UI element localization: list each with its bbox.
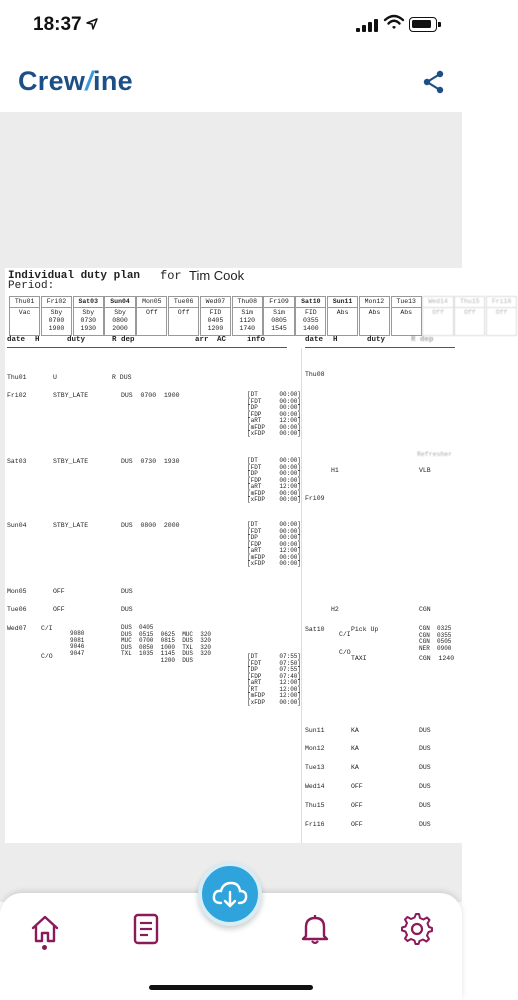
nav-home-button[interactable]	[25, 909, 65, 949]
day-value: Off	[463, 309, 476, 316]
day-summary-cell	[454, 296, 485, 336]
day-summary-cell	[295, 296, 326, 336]
day-summary-cell	[41, 296, 72, 336]
nav-notifications-button[interactable]	[295, 909, 335, 949]
flight-legs: DUS 0405 DUS 0515 0625 MUC 320 MUC 0700 0815 DUS 320 DUS 0850 1000 TXL 320 TXL 1035 1145 DUS 320 1200 DUS	[121, 624, 212, 664]
row-duty: KA	[351, 745, 359, 752]
checkin-label: C/I	[339, 631, 351, 638]
header-duty: duty	[67, 336, 86, 344]
row-dep: CGN	[419, 606, 431, 613]
row-duty: KA	[351, 764, 359, 771]
row-dep: DUS 0800 2000	[121, 522, 180, 529]
day-value: Sby 0700 1900	[48, 309, 65, 332]
row-dep: DUS	[419, 764, 431, 771]
day-value: Abs	[368, 309, 381, 316]
row-duty: OFF	[351, 802, 363, 809]
day-summary-cell	[422, 296, 453, 336]
header-info: info	[247, 336, 266, 344]
header-date-right: date	[305, 336, 324, 344]
row-info: [DT 00:00] [FDT 00:00] [DP 00:00] [FDP 00:00] [aRT 12:00] [mFDP 00:00] [xFDP 00:00]	[247, 457, 302, 503]
day-value: Abs	[400, 309, 413, 316]
nav-settings-button[interactable]	[397, 909, 437, 949]
day-name: Thu15	[455, 297, 484, 308]
day-value: Off	[495, 309, 508, 316]
day-value: Off	[145, 309, 158, 316]
day-name: Thu08	[233, 297, 262, 308]
header-divider-left	[7, 347, 287, 348]
day-summary-cell	[9, 296, 40, 336]
row-date: Thu01	[7, 374, 27, 381]
row-dep: DUS 0700 1900	[121, 392, 180, 399]
day-summary-cell	[391, 296, 422, 336]
day-value: Sby 0800 2000	[112, 309, 128, 332]
day-name: Thu01	[10, 297, 39, 308]
duty-plan-document[interactable]	[5, 268, 512, 843]
nav-documents-button[interactable]	[126, 909, 166, 949]
status-bar	[0, 0, 462, 52]
day-summary-cell	[168, 296, 199, 336]
header-date: date	[7, 336, 26, 344]
row-duty: U	[53, 374, 57, 381]
row-info: [DT 00:00] [FDT 00:00] [DP 00:00] [FDP 00:00] [aRT 12:00] [mFDP 00:00] [xFDP 00:00]	[247, 521, 302, 567]
header-rdep: R dep	[112, 336, 135, 344]
row-dep: DUS	[419, 745, 431, 752]
row-date: Thu08	[305, 371, 325, 378]
row-duty: OFF	[351, 783, 363, 790]
day-name: Tue13	[392, 297, 421, 308]
home-indicator	[149, 985, 313, 990]
day-summary-cell	[486, 296, 517, 336]
row-info: [DT 07:55] [FDT 07:50] [DP 07:55] [FDP 07:40] [aRT 12:00] [RT 12:00] [mFDP 12:00] [xFDP 00:00]	[247, 653, 302, 706]
day-value: Abs	[336, 309, 349, 316]
pickup-label: Pick Up	[351, 626, 379, 633]
checkin-label: C/I	[41, 625, 53, 632]
row-date: Sat10	[305, 626, 325, 633]
row-dep: DUS	[121, 588, 133, 595]
download-button[interactable]	[198, 862, 262, 926]
row-duty: STBY_LATE	[53, 458, 89, 465]
row-date: Sat03	[7, 458, 27, 465]
day-name: Fri16	[487, 297, 516, 308]
day-value: Off	[432, 309, 444, 316]
row-h: H2	[331, 606, 339, 613]
row-date: Sun11	[305, 727, 325, 734]
row-date: Thu15	[305, 802, 325, 809]
bell-icon	[300, 913, 330, 945]
status-time: 18:37	[33, 14, 82, 35]
row-duty: OFF	[351, 821, 363, 828]
header-duty-right: duty	[367, 336, 386, 344]
row-duty: STBY_LATE	[53, 392, 89, 399]
day-name: Mon12	[360, 297, 389, 308]
checkout-label: C/O	[339, 649, 351, 656]
day-name: Fri02	[42, 297, 71, 308]
row-date: Tue06	[7, 606, 27, 613]
checkout-label: C/O	[41, 653, 53, 660]
row-date: Sun04	[7, 522, 27, 529]
day-value: FID 0355 1400	[303, 309, 319, 332]
row-h: H1	[331, 467, 339, 474]
battery-icon	[409, 17, 437, 32]
day-summary-cell	[327, 296, 358, 336]
header-ac: AC	[217, 336, 227, 344]
row-dep: DUS	[419, 727, 431, 734]
document-title: Individual duty plan	[8, 270, 141, 282]
row-date: Fri16	[305, 821, 325, 828]
flight-numbers: 9080 9081 9046 9047	[70, 630, 85, 657]
row-dep: DUS	[121, 606, 133, 613]
row-date: Wed07	[7, 625, 27, 632]
location-arrow-icon	[86, 18, 98, 30]
row-duty: OFF	[53, 588, 65, 595]
row-dep: DUS 0730 1930	[121, 458, 180, 465]
home-icon	[29, 913, 61, 945]
flight-legs: CGN 0325 CGN 0355 CGN 0505 NER 0900	[419, 625, 452, 652]
day-name: Sat03	[74, 297, 103, 308]
row-dep: DUS	[419, 821, 431, 828]
row-info: [DT 00:00] [FDT 00:00] [DP 00:00] [FDP 00:00] [aRT 12:00] [mFDP 00:00] [xFDP 00:00]	[247, 391, 302, 437]
day-summary-cell	[232, 296, 263, 336]
crew-name: Tim Cook	[189, 268, 245, 283]
row-date: Wed14	[305, 783, 325, 790]
document-icon	[131, 913, 161, 945]
day-value: Off	[177, 309, 190, 316]
row-date: Tue13	[305, 764, 325, 771]
header-h-right: H	[333, 336, 338, 344]
refresher-label: Refresher	[417, 451, 453, 458]
header-rdep-right: R dep	[411, 336, 434, 344]
day-summary-cell	[104, 296, 135, 336]
day-summary-cell	[263, 296, 294, 336]
for-label: for	[160, 269, 182, 283]
day-name: Fri09	[264, 297, 293, 308]
period-label: Period:	[8, 280, 55, 292]
day-name: Wed07	[201, 297, 230, 308]
header-arr: arr	[195, 336, 209, 344]
day-name: Sun04	[105, 297, 134, 308]
day-summary-cell	[136, 296, 167, 336]
day-summary-cell	[73, 296, 104, 336]
day-value: Vac	[18, 309, 31, 316]
cloud-download-icon	[211, 879, 249, 909]
row-date: Mon05	[7, 588, 27, 595]
day-value: Sim 1120 1740	[239, 309, 256, 332]
crewline-logo: Crew/ine	[18, 66, 133, 96]
day-name: Sat10	[296, 297, 325, 308]
day-name: Sun11	[328, 297, 357, 308]
header-h: H	[35, 336, 40, 344]
day-name: Wed14	[423, 297, 452, 308]
gear-icon	[401, 913, 433, 945]
row-dep: DUS	[419, 783, 431, 790]
day-name: Mon05	[137, 297, 166, 308]
row-duty: STBY_LATE	[53, 522, 89, 529]
active-indicator-dot	[42, 945, 47, 950]
header-divider-right	[305, 347, 455, 348]
day-summary-cell	[359, 296, 390, 336]
day-value: Sim 0805 1545	[271, 309, 287, 332]
day-summary-strip	[9, 296, 518, 336]
wifi-icon	[384, 14, 404, 30]
day-value: Sby 0730 1930	[80, 309, 97, 332]
day-value: FID 0405 1200	[207, 309, 224, 332]
row-dep: DUS	[419, 802, 431, 809]
flight-legs: CGN 1240	[419, 655, 455, 662]
cellular-signal-icon	[356, 18, 378, 32]
row-duty: OFF	[53, 606, 65, 613]
taxi-label: TAXI	[351, 655, 367, 662]
share-icon[interactable]	[423, 70, 445, 94]
row-duty: KA	[351, 727, 359, 734]
column-divider	[301, 348, 302, 843]
row-dep: R DUS	[112, 374, 132, 381]
row-date: Fri09	[305, 495, 325, 502]
app-header	[0, 52, 462, 112]
row-date: Mon12	[305, 745, 325, 752]
row-dep: VLB	[419, 467, 431, 474]
day-summary-cell	[200, 296, 231, 336]
day-name: Tue06	[169, 297, 198, 308]
row-date: Fri02	[7, 392, 27, 399]
